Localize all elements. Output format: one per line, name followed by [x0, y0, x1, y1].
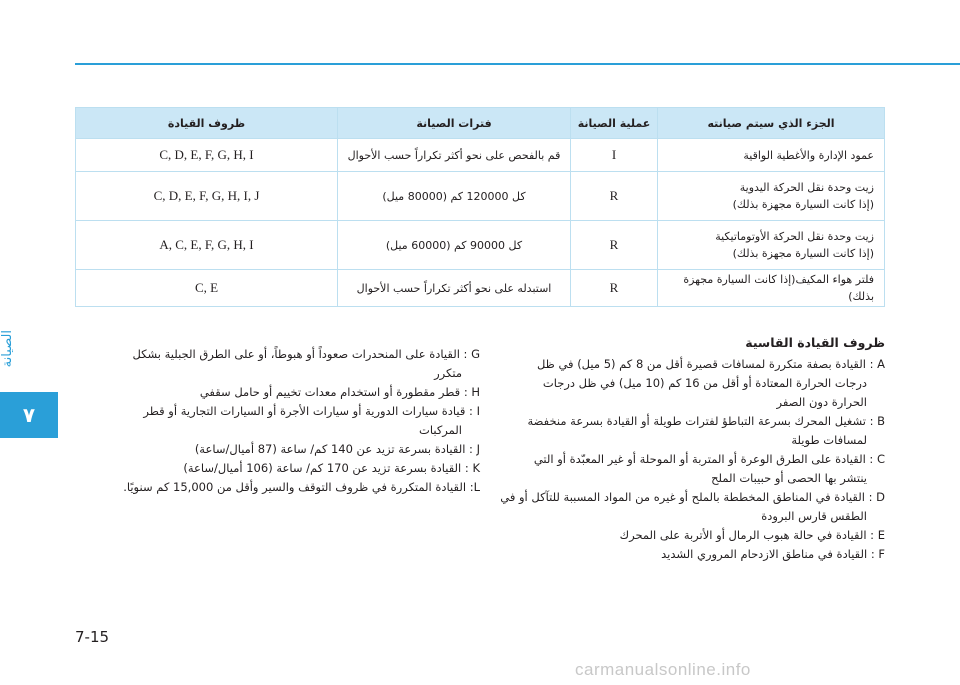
cell-interval: استبدله على نحو أكثر تكراراً حسب الأحوال: [338, 270, 571, 307]
section-side-label: الصيانة: [0, 330, 15, 368]
cell-interval: كل 90000 كم (60000 ميل): [338, 221, 571, 270]
cell-part: زيت وحدة نقل الحركة الأوتوماتيكية (إذا كانت السيارة مجهزة بذلك): [658, 221, 885, 270]
cell-part: عمود الإدارة والأغطية الواقية: [658, 139, 885, 172]
condition-item-e: E : القيادة في حالة هبوب الرمال أو الأتربة على المحرك: [619, 528, 885, 542]
condition-item-j: J : القيادة بسرعة تزيد عن 140 كم/ ساعة (87 أميال/ساعة): [194, 442, 480, 456]
cell-conditions: C, D, E, F, G, H, I: [76, 139, 338, 172]
severe-conditions-left: [70, 345, 480, 497]
condition-item-c: C : القيادة على الطرق الوعرة أو المتربة أو الموحلة أو غير المعبّدة أو التي ينتشر بها الحصى أو حبيبات الملح: [533, 452, 885, 485]
condition-item-i: I : قيادة سيارات الدورية أو سيارات الأجرة أو السيارات التجارية أو قطر المركبات: [143, 404, 480, 437]
cell-interval: كل 120000 كم (80000 ميل): [338, 172, 571, 221]
maintenance-table: [75, 107, 885, 307]
table-row: [76, 172, 885, 221]
top-rule: [75, 63, 960, 65]
table-row: [76, 221, 885, 270]
cell-operation: I: [571, 139, 658, 172]
cell-operation: R: [571, 172, 658, 221]
condition-item-h: H : قطر مقطورة أو استخدام معدات تخييم أو حامل سقفي: [199, 385, 480, 399]
severe-conditions-title: ظروف القيادة القاسية: [745, 335, 885, 350]
severe-conditions-right: [495, 333, 885, 564]
cell-part: فلتر هواء المكيف(إذا كانت السيارة مجهزة بذلك): [658, 270, 885, 307]
header-part: الجزء الذي سيتم صيانته: [658, 108, 885, 139]
cell-conditions: C, D, E, F, G, H, I, J: [76, 172, 338, 221]
condition-item-b: B : تشغيل المحرك بسرعة التباطؤ لفترات طويلة أو القيادة بسرعة منخفضة لمسافات طويلة: [527, 414, 885, 447]
condition-item-g: G : القيادة على المنحدرات صعوداً أو هبوطاً، أو على الطرق الجبلية بشكل متكرر: [132, 347, 480, 380]
cell-part: زيت وحدة نقل الحركة اليدوية (إذا كانت السيارة مجهزة بذلك): [658, 172, 885, 221]
chapter-tab: ٧: [0, 392, 58, 438]
header-interval: فترات الصيانة: [338, 108, 571, 139]
cell-conditions: C, E: [76, 270, 338, 307]
condition-item-a: A : القيادة بصفة متكررة لمسافات قصيرة أقل من 8 كم (5 ميل) في ظل درجات الحرارة المعتادة أو أقل من 16 كم (10 ميل) في ظل درجات الحرارة دون الصفر: [536, 357, 885, 409]
cell-interval: قم بالفحص على نحو أكثر تكراراً حسب الأحوال: [338, 139, 571, 172]
table-header-row: [76, 108, 885, 139]
header-conditions: ظروف القيادة: [76, 108, 338, 139]
condition-item-d: D : القيادة في المناطق المخططة بالملح أو غيره من المواد المسببة للتآكل أو في الطقس قارس البرودة: [500, 490, 885, 523]
condition-item-f: F : القيادة في مناطق الازدحام المروري الشديد: [661, 547, 885, 561]
cell-operation: R: [571, 270, 658, 307]
table-row: [76, 139, 885, 172]
condition-item-l: L: القيادة المتكررة في ظروف التوقف والسير وأقل من 15,000 كم سنويًا.: [123, 480, 480, 494]
watermark: carmanualsonline.info: [575, 660, 751, 679]
cell-conditions: A, C, E, F, G, H, I: [76, 221, 338, 270]
page-number: 7-15: [75, 628, 110, 646]
header-operation: عملية الصيانة: [571, 108, 658, 139]
condition-item-k: K : القيادة بسرعة تزيد عن 170 كم/ ساعة (106 أميال/ساعة): [183, 461, 480, 475]
table-row: [76, 270, 885, 307]
cell-operation: R: [571, 221, 658, 270]
